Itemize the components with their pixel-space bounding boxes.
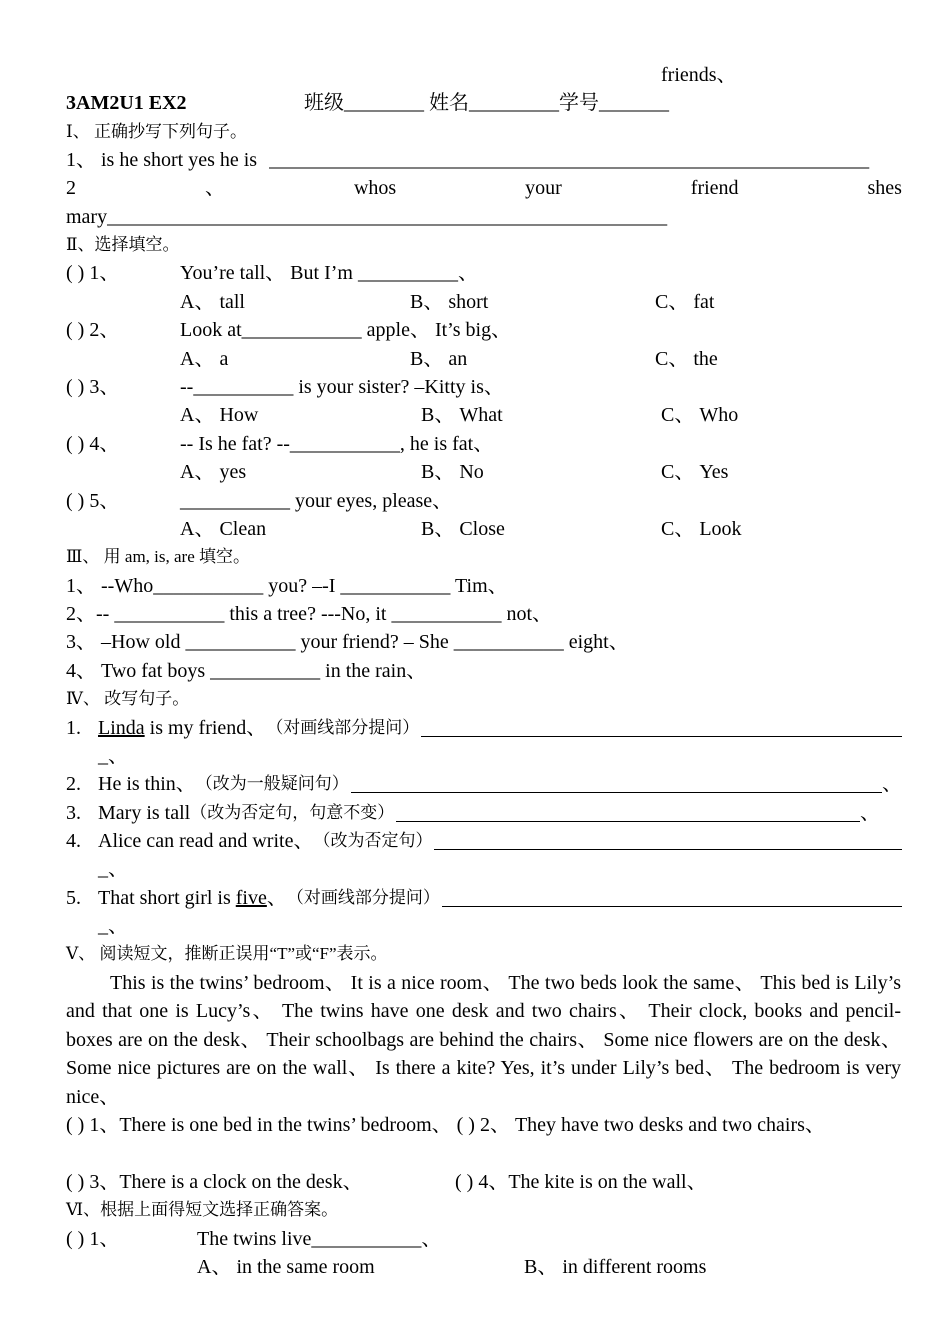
worksheet-code: 3AM2U1 EX2: [66, 92, 187, 114]
s2-q2-mark: ( ) 2、: [66, 319, 120, 341]
s4-item-1: [66, 714, 902, 742]
s4-item-text: Mary is tall: [98, 802, 191, 824]
s2-q2-option-a: A、 a: [180, 348, 229, 370]
s3-line: 4、 Two fat boys ___________ in the rain、: [66, 660, 427, 682]
s1-q2-word: friend: [690, 177, 739, 199]
s2-q2-option-b: B、 an: [410, 348, 468, 370]
s4-answer-line: [396, 799, 860, 822]
s4-answer-line: [434, 827, 902, 850]
s1-question-1: [66, 146, 902, 174]
s1-q1-text: 1、 is he short yes he is: [66, 149, 258, 171]
section-3-heading: Ⅲ、 用 am, is, are 填空。: [66, 547, 251, 566]
s4-item-number: 4.: [66, 830, 81, 852]
section-1-heading: Ⅰ、 正确抄写下列句子。: [66, 122, 247, 141]
tf-line: ( ) 1、There is one bed in the twins’ bedroom、 ( ) 2、 They have two desks and two chairs、: [66, 1114, 825, 1136]
s4-item-number: 5.: [66, 887, 81, 909]
s2-q2-option-c: C、 the: [655, 348, 718, 370]
s1-q2-word: shes: [867, 177, 902, 199]
s3-line: 2、-- ___________ this a tree? ---No, it ___________ not、: [66, 603, 553, 625]
s4-item-text: is my friend、: [144, 717, 267, 739]
s4-instruction: （对画线部分提问）: [286, 888, 440, 907]
s2-q1-option-a: A、 tall: [180, 291, 245, 313]
s2-q4-option-b: B、 No: [421, 461, 484, 483]
s4-item-text: Alice can read and write、: [98, 830, 314, 852]
s4-answer-line: [442, 884, 902, 907]
s3-line: 3、 –How old ___________ your friend? – She ___________ eight、: [66, 631, 629, 653]
s1-question-2: [66, 174, 902, 202]
s6-q1-option-b: B、 in different rooms: [524, 1256, 707, 1278]
s4-item-5: [66, 884, 902, 912]
s4-item-1-cont: _、: [98, 745, 128, 767]
s4-underlined-word: Linda: [98, 717, 145, 739]
s2-q2-stem: Look at____________ apple、 It’s big、: [180, 319, 512, 341]
tf-question-3: ( ) 3、There is a clock on the desk、: [66, 1171, 363, 1193]
s4-item-end: 、: [882, 773, 902, 795]
top-fragment: friends、: [661, 64, 737, 86]
s4-answer-line: [351, 770, 882, 793]
s3-line: 1、 --Who___________ you? –-I ___________ Tim、: [66, 575, 508, 597]
s2-q3-mark: ( ) 3、: [66, 376, 120, 398]
s4-item-number: 3.: [66, 802, 81, 824]
s4-item-text: That short girl is: [98, 887, 236, 909]
student-info-fields: 班级________ 姓名_________学号_______: [304, 92, 669, 114]
s2-q3-stem: --__________ is your sister? –Kitty is、: [180, 376, 504, 398]
s1-q2-word: your: [525, 177, 562, 199]
s2-q5-option-c: C、 Look: [661, 518, 742, 540]
s1-q1-blank: ____________________________________________________________: [269, 149, 870, 171]
passage-text: This is the twins’ bedroom、 It is a nice room、 The two beds look the same、 This bed is Lily’s and that one is Lucy’s、 The twins have one desk and two chairs、 Their clock, books and pencil-boxes are on the desk、 Their schoolbags are behind the chairs、 Some nice flowers are on the desk、 Some nice pictures are on the wall、 Is there a kite? Yes, it’s under Lily’s bed、 The bedroom is very nice、: [66, 972, 901, 1108]
tf-questions-1-2: [66, 1111, 901, 1139]
s4-item-number: 1.: [66, 717, 81, 739]
tf-question-4: ( ) 4、The kite is on the wall、: [455, 1171, 707, 1193]
s2-q5-option-b: B、 Close: [421, 518, 505, 540]
s4-item-5-cont: _、: [98, 915, 128, 937]
section-5-heading: Ⅴ、 阅读短文，推断正误用“T”或“F”表示。: [66, 944, 388, 963]
s4-item-2: [66, 770, 902, 798]
section-2-heading: Ⅱ、选择填空。: [66, 235, 180, 254]
s1-q2-word: 2: [66, 177, 76, 199]
s4-underlined-word: five: [235, 887, 267, 909]
s2-q3-option-c: C、 Who: [661, 404, 739, 426]
s4-instruction: （对画线部分提问）: [266, 718, 420, 737]
s4-item-3: [66, 799, 880, 827]
s6-q1-mark: ( ) 1、: [66, 1228, 120, 1250]
s2-q5-mark: ( ) 5、: [66, 490, 120, 512]
s2-q4-mark: ( ) 4、: [66, 433, 120, 455]
s4-item-number: 2.: [66, 773, 81, 795]
reading-passage: [66, 969, 901, 1111]
s4-item-text: He is thin、: [98, 773, 196, 795]
s2-q5-option-a: A、 Clean: [180, 518, 267, 540]
section-4-heading: Ⅳ、 改写句子。: [66, 689, 190, 708]
s2-q3-option-b: B、 What: [421, 404, 503, 426]
s2-q4-option-a: A、 yes: [180, 461, 247, 483]
s1-q2-word: 、: [204, 177, 225, 199]
s2-q1-option-c: C、 fat: [655, 291, 715, 313]
s2-q1-option-b: B、 short: [410, 291, 489, 313]
s4-item-4: [66, 827, 902, 855]
s1-q2-word: whos: [353, 177, 397, 199]
s6-q1-stem: The twins live___________、: [197, 1228, 442, 1250]
s4-item-text: 、: [266, 887, 287, 909]
s4-item-4-cont: _、: [98, 858, 128, 880]
s2-q4-stem: -- Is he fat? --___________, he is fat、: [180, 433, 494, 455]
s2-q5-stem: ___________ your eyes, please、: [180, 490, 453, 512]
s6-q1-option-a: A、 in the same room: [197, 1256, 375, 1278]
s4-answer-line: [421, 714, 902, 737]
s2-q4-option-c: C、 Yes: [661, 461, 729, 483]
s4-item-end: 、: [860, 802, 880, 824]
s1-q2-continuation: mary________________________________________________________: [66, 206, 668, 228]
s4-instruction: （改为否定句）: [313, 831, 433, 850]
s2-q1-mark: ( ) 1、: [66, 262, 120, 284]
s4-instruction: （改为否定句，句意不变）: [190, 803, 395, 822]
section-6-heading: Ⅵ、根据上面得短文选择正确答案。: [66, 1200, 339, 1219]
s2-q3-option-a: A、 How: [180, 404, 259, 426]
s2-q1-stem: You’re tall、 But I’m __________、: [180, 262, 478, 284]
s4-instruction: （改为一般疑问句）: [195, 774, 349, 793]
